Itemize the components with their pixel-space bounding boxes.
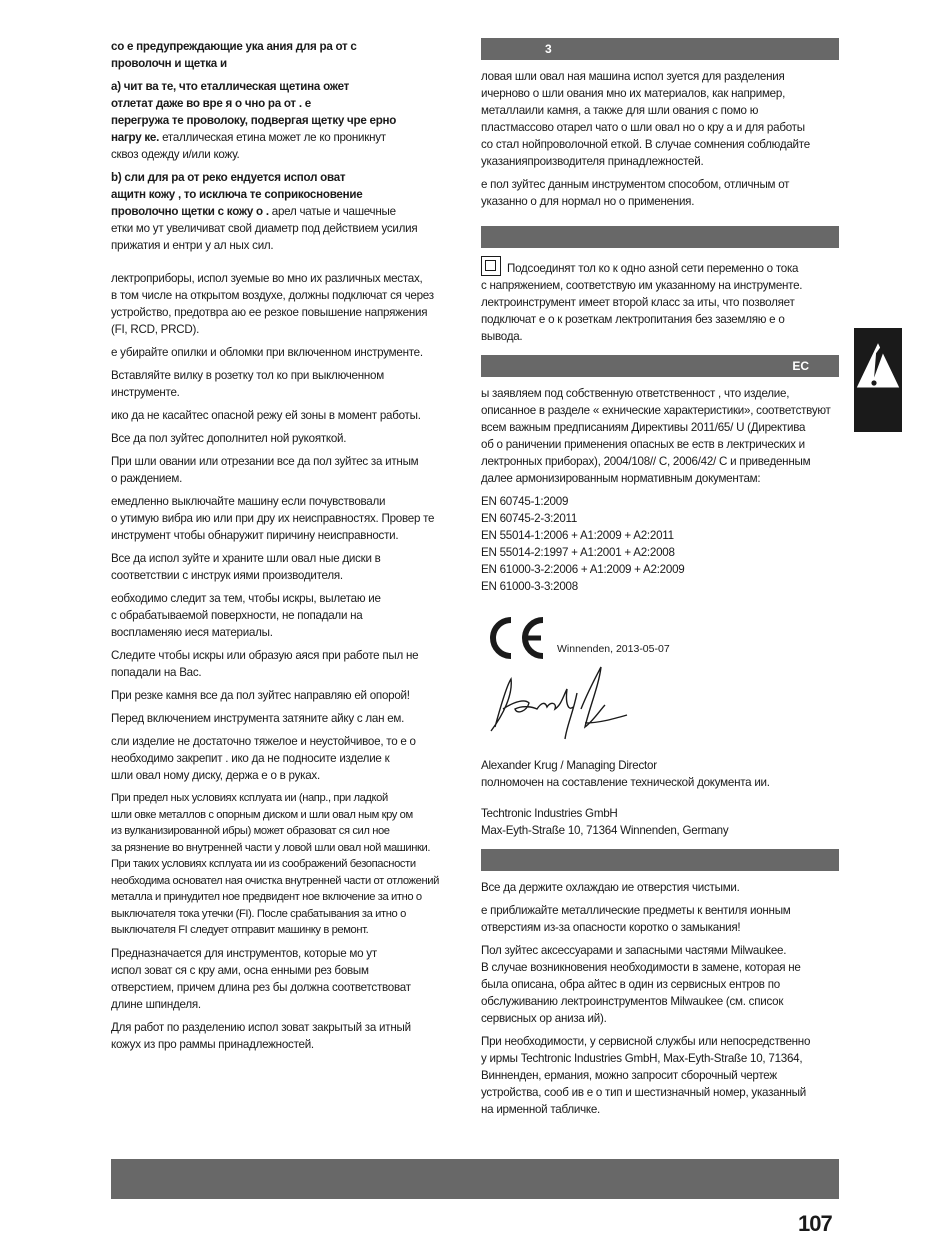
norm-item: EN 61000-3-2:2006 + A1:2009 + A2:2009 — [481, 563, 685, 576]
footer-bar — [111, 1159, 839, 1199]
warning-triangle-icon — [854, 328, 902, 432]
para-metal-objects: е приближайте металлические предметы к вентиля ионным отверстиям из-за опасности коротко о замыкания! — [481, 904, 791, 934]
para-clamp: сли изделие не достаточно тяжелое и неустойчивое, то е о необходимо закрепит . ико да не подносите изделие к шли овал ному диску, держа е о в руках. — [111, 735, 416, 782]
section-bar-maintenance — [481, 849, 839, 871]
class-ii-insulation-icon — [481, 256, 501, 276]
para-cutting-guard: Для работ по разделению испол зоват закрытый за итный кожух из про раммы принадлежностей. — [111, 1020, 411, 1051]
para-mains: Подсоединят тол ко к одно азной сети переменно о тока с напряжением, соответствую им указанному на инструменте. лектроинструмент имеет второй класс за иты, что позволяет подключат е о к розеткам лектропитания без заземляю е о вывода. — [481, 256, 839, 345]
section-bar-ec: EC — [481, 355, 839, 377]
right-column — [481, 38, 839, 1124]
para-exploded-view: При необходимости, у сервисной службы или непосредственно у ирмы Techtronic Industries GmbH, Max-Eyth-Straße 10, 71364, Винненден, ермания, можно запросит сборочный чертеж устройства, сооб ив е о тип и шестизначный номер, указанный на ирменной табличке. — [481, 1035, 811, 1116]
side-tab — [854, 328, 902, 432]
para-intended-use: ловая шли овал ная машина испол зуется для разделения ичерново о шли ования мно их материалов, как например, металлаили камня, а также для шли ования с помо ю пластмассово отарел чато о шли овал но о кру а и для работы со стал нойпроволочной еткой. В случае сомнения соблюдайте указанияпроизводителя принадлежностей. — [481, 70, 810, 168]
signer-role: полномочен на составление технической документа ии. — [481, 776, 770, 789]
para-flange-nut: Перед включением инструмента затяните айку с лан ем. — [111, 712, 405, 725]
company-name: Techtronic Industries GmbH — [481, 807, 618, 820]
norm-item: EN 60745-1:2009 — [481, 495, 569, 508]
para-thread: Предназначается для инструментов, которые мо ут испол зоват ся с кру ами, осна енными рез бовым отверстием, причем длина рез бы должна соответствоват длине шпинделя. — [111, 946, 411, 1011]
company-address: Max-Eyth-Straße 10, 71364 Winnenden, Germany — [481, 824, 729, 837]
para-wire-brush-b: b) сли для ра от реко ендуется испол оват ащитн кожу , то исключа те соприкосновение проволочно щетки с кожу о . арел чатые и чашечные етки мо ут увеличиват свой диаметр под действием усилия прижатия и ентри у ал ных сил. — [111, 171, 418, 252]
para-dust: Следите чтобы искры или образую аяся при работе пыл не попадали на Вас. — [111, 649, 419, 679]
norm-item: EN 60745-2-3:2011 — [481, 512, 578, 525]
para-guard: При шли овании или отрезании все да пол зуйтес за итным о раждением. — [111, 455, 419, 485]
signature-image — [481, 665, 839, 751]
para-extreme: При предел ных условиях ксплуата ии (напр., при ладкой шли овке металлов с опорным диском и шли овал ным кру ом из вулканизированной ибры) может образоват ся сил ное за рязнение во внутренней части у ловой шли овал ной машинки. При таких условиях ксплуата ии из соображений безопасности необходима основател ная очистка внутренней части от отложений металла и принудител ное предвидент ное включение за итно о выключателя тока утечки (FI). После срабатывания за итно о выключателя FI следует отправит машинку в ремонт. — [111, 792, 439, 936]
para-not-intended: е пол зуйтес данным инструментом способом, отличным от указанно о для нормал но о применения. — [481, 178, 790, 208]
norm-item: EN 61000-3-3:2008 — [481, 580, 578, 593]
para-spare-parts: Пол зуйтес аксессуарами и запасными частями Milwaukee. В случае возникновения необходимости в замене, которая не была описана, обра айтес в один из сервисных ентров по обслуживанию лектроинструментов Milwaukee (см. список сервисных ор аниза ий). — [481, 944, 801, 1025]
left-column — [111, 38, 467, 1059]
para-plug: Вставляйте вилку в розетку тол ко при выключенном инструменте. — [111, 369, 384, 399]
page-number: 107 — [798, 1211, 832, 1236]
para-side-handle: Все да пол зуйтес дополнител ной рукояткой. — [111, 432, 347, 445]
signer-name: Alexander Krug / Managing Director — [481, 759, 657, 772]
para-vents: Все да держите охлаждаю ие отверстия чистыми. — [481, 881, 740, 894]
para-chips: е убирайте опилки и обломки при включенном инструменте. — [111, 346, 423, 359]
para-rcd: лектроприборы, испол зуемые во мно их различных местах, в том числе на открытом воздухе, должны подключат ся через устройство, предотвра аю ее резкое повышение напряжения (FI, RCD, PRCD). — [111, 272, 434, 336]
ce-date: Winnenden, 2013-05-07 — [557, 643, 670, 655]
para-wire-brush-a: a) чит ва те, что еталлическая щетина ожет отлетат даже во вре я о чно ра от . е перегружа те проволоку, подвергая щетку чре ерно нагру ке. еталлическая етина может ле ко проникнут сквоз одежду и/или кожу. — [111, 80, 397, 161]
para-ec-declaration: ы заявляем под собственную ответственност , что изделие, описанное в разделе « ехнические характеристики», соответствуют всем важным предписаниям Директивы 2011/65/ U (Директива об о раничении применения опасных ве еств в лектрических и лектронных приборах), 2004/108// C, 2006/42/ C и приведенным далее армонизированным нормативным документам: — [481, 387, 831, 485]
ce-row — [485, 613, 839, 663]
norms-list — [481, 493, 839, 595]
para-sparks: еобходимо следит за тем, чтобы искры, вылетаю ие с обрабатываемой поверхности, не попадали на воспламеняю иеся материалы. — [111, 592, 381, 639]
para-danger-zone: ико да не касайтес опасной режу ей зоны в момент работы. — [111, 409, 421, 422]
section-bar-mains — [481, 226, 839, 248]
norm-item: EN 55014-1:2006 + A1:2009 + A2:2011 — [481, 529, 674, 542]
para-discs: Все да испол зуйте и храните шли овал ные диски в соответствии с инструк иями производителя. — [111, 552, 381, 582]
ce-mark-icon — [485, 616, 547, 660]
para-vibration: емедленно выключайте машину если почувствовали о утимую вибра ию или при дру их неисправностях. Провер те инструмент чтобы обнаружит пиричину неисправности. — [111, 495, 435, 542]
heading-wire-brush: со е предупреждающие ука ания для ра от с проволочн и щетка и — [111, 40, 357, 70]
norm-item: EN 55014-2:1997 + A1:2001 + A2:2008 — [481, 546, 675, 559]
section-bar-intended-use: 3 — [481, 38, 839, 60]
para-stone: При резке камня все да пол зуйтес направляю ей опорой! — [111, 689, 410, 702]
